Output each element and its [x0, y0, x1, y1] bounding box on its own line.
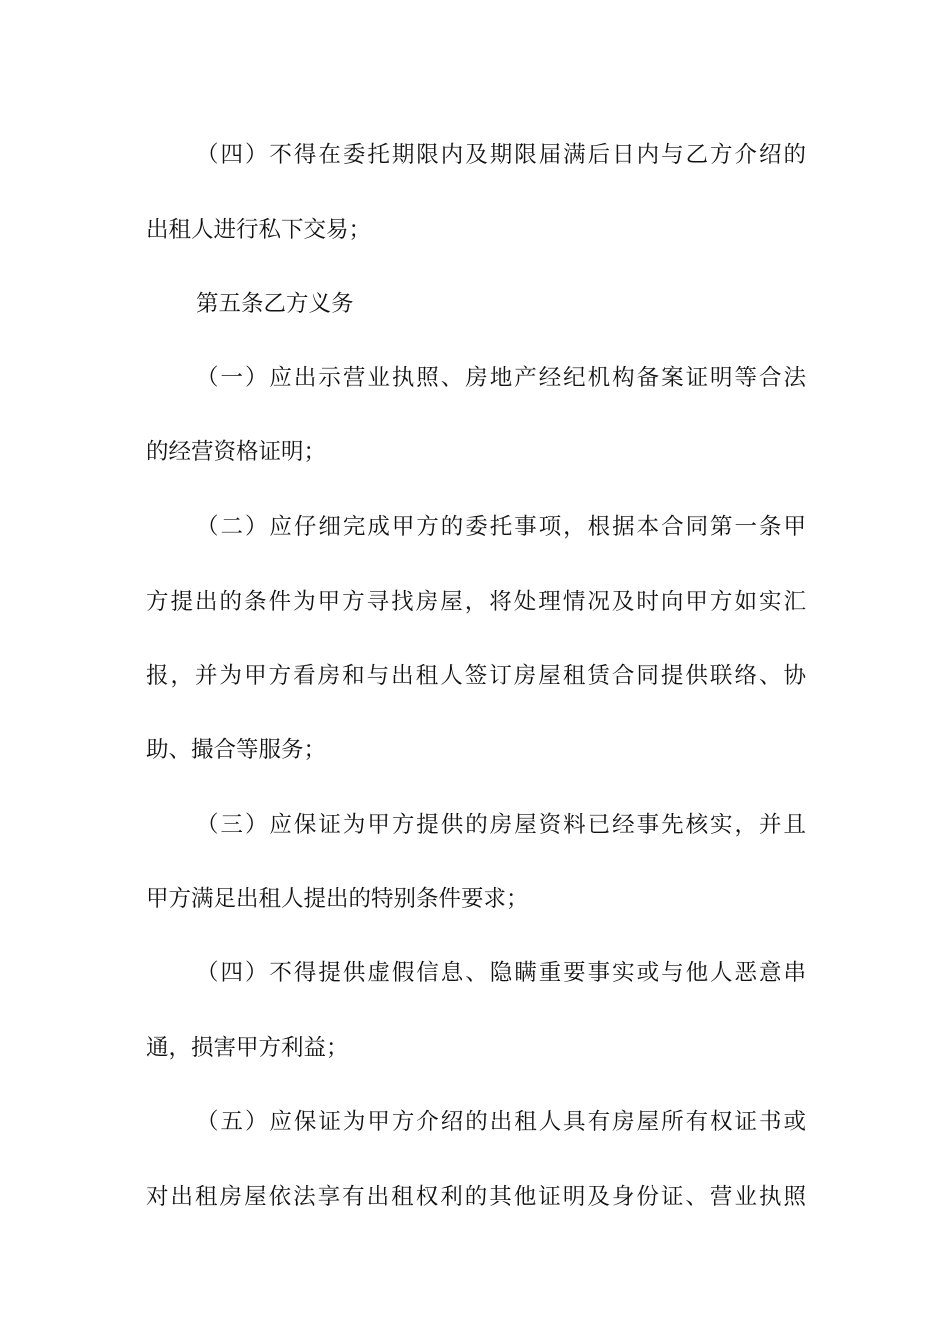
section-heading: 第五条乙方义务	[196, 291, 354, 317]
text-line: 甲方满足出租人提出的特别条件要求；	[146, 886, 529, 912]
text-line: （一）应出示营业执照、房地产经纪机构备案证明等合法	[196, 365, 806, 391]
text-line: 方提出的条件为甲方寻找房屋，将处理情况及时向甲方如实汇	[146, 589, 806, 615]
text-line: （四）不得提供虚假信息、隐瞒重要事实或与他人恶意串	[196, 960, 806, 986]
text-line: 助、撮合等服务；	[146, 737, 327, 763]
text-line: 报，并为甲方看房和与出租人签订房屋租赁合同提供联络、协	[146, 663, 806, 689]
text-line: （五）应保证为甲方介绍的出租人具有房屋所有权证书或	[196, 1109, 806, 1135]
text-line: （三）应保证为甲方提供的房屋资料已经事先核实，并且	[196, 812, 806, 838]
text-line: 的经营资格证明；	[146, 439, 327, 465]
text-line: 出租人进行私下交易；	[146, 217, 372, 243]
text-line: （二）应仔细完成甲方的委托事项，根据本合同第一条甲	[196, 514, 806, 540]
text-line: 对出租房屋依法享有出租权利的其他证明及身份证、营业执照	[146, 1184, 806, 1210]
text-line: 通，损害甲方利益；	[146, 1035, 349, 1061]
text-line: （四）不得在委托期限内及期限届满后日内与乙方介绍的	[196, 142, 806, 168]
